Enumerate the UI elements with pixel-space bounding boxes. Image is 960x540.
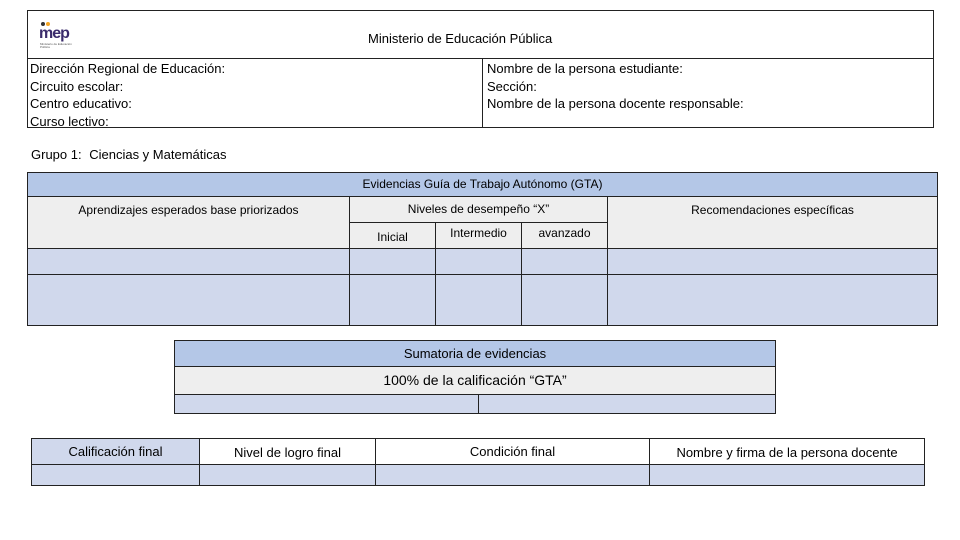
sumatoria-cell[interactable] bbox=[174, 394, 479, 414]
gta-title: Evidencias Guía de Trabajo Autónomo (GTA) bbox=[27, 172, 938, 197]
firma-docente-value[interactable] bbox=[649, 464, 925, 486]
level-avanzado: avanzado bbox=[521, 222, 608, 249]
info-left-line: Centro educativo: bbox=[30, 96, 132, 111]
condicion-final: Condición final bbox=[375, 438, 650, 465]
info-right-line: Sección: bbox=[487, 78, 537, 94]
group-name: Ciencias y Matemáticas bbox=[89, 147, 227, 162]
logo-subtitle: Ministerio de Educación Pública bbox=[40, 43, 72, 49]
group-label bbox=[31, 147, 227, 162]
nivel-logro-final-value[interactable] bbox=[199, 464, 376, 486]
info-left-line: Dirección Regional de Educación: bbox=[30, 61, 226, 76]
page-title: Ministerio de Educación Pública bbox=[368, 31, 553, 46]
col-recomendaciones: Recomendaciones específicas bbox=[607, 196, 938, 249]
table-cell[interactable] bbox=[521, 248, 608, 275]
table-cell[interactable] bbox=[521, 274, 608, 326]
col-aprendizajes: Aprendizajes esperados base priorizados bbox=[27, 196, 350, 249]
table-cell[interactable] bbox=[349, 274, 436, 326]
info-left-line: Curso lectivo: bbox=[30, 113, 109, 129]
table-cell[interactable] bbox=[607, 274, 938, 326]
level-inicial: Inicial bbox=[349, 222, 436, 249]
logo-text: mep bbox=[39, 25, 69, 42]
table-cell[interactable] bbox=[27, 274, 350, 326]
col-niveles: Niveles de desempeño “X” bbox=[349, 196, 608, 223]
calificacion-final: Calificación final bbox=[31, 438, 200, 465]
info-right-line: Nombre de la persona docente responsable: bbox=[487, 96, 744, 111]
sumatoria-subtitle: 100% de la calificación “GTA” bbox=[174, 366, 776, 395]
calificacion-final-value[interactable] bbox=[31, 464, 200, 486]
table-cell[interactable] bbox=[27, 248, 350, 275]
header-box bbox=[27, 10, 934, 59]
table-cell[interactable] bbox=[435, 248, 522, 275]
info-right-box bbox=[482, 58, 934, 128]
condicion-final-value[interactable] bbox=[375, 464, 650, 486]
table-cell[interactable] bbox=[435, 274, 522, 326]
mep-logo bbox=[38, 19, 88, 51]
info-right-line: Nombre de la persona estudiante: bbox=[487, 61, 683, 76]
sumatoria-cell[interactable] bbox=[478, 394, 776, 414]
level-intermedio: Intermedio bbox=[435, 222, 522, 249]
sumatoria-title: Sumatoria de evidencias bbox=[174, 340, 776, 367]
firma-docente: Nombre y firma de la persona docente bbox=[649, 438, 925, 465]
table-cell[interactable] bbox=[607, 248, 938, 275]
group-number: Grupo 1: bbox=[31, 147, 82, 162]
nivel-logro-final: Nivel de logro final bbox=[199, 438, 376, 465]
table-cell[interactable] bbox=[349, 248, 436, 275]
info-left-box bbox=[27, 58, 483, 128]
info-left-line: Circuito escolar: bbox=[30, 78, 124, 94]
